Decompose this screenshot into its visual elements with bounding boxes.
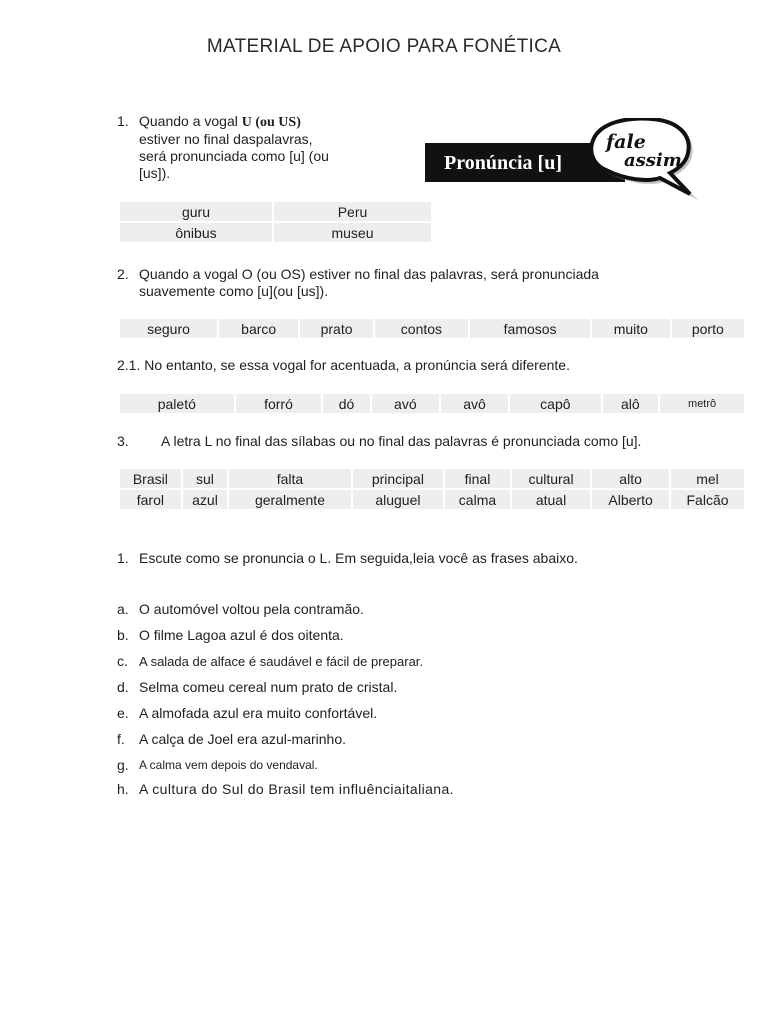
table-cell: seguro (120, 319, 217, 338)
table-cell: contos (375, 319, 468, 338)
list-item (117, 679, 717, 697)
list-item-letter: c. (117, 653, 128, 669)
list-item-letter: e. (117, 705, 129, 721)
table-cell: dó (323, 394, 369, 413)
table-row (120, 202, 431, 221)
rule-1-line4: [us]). (139, 165, 171, 181)
word-table-l (118, 467, 746, 511)
rule-1-line1: Quando a vogal (139, 113, 242, 129)
list-item-text: A salada de alface é saudável e fácil de preparar. (139, 654, 424, 669)
rule-2-line2: suavemente como [u](ou [us]). (139, 283, 329, 299)
rule-1 (117, 113, 417, 183)
table-cell: alto (592, 469, 669, 488)
table-cell: alô (603, 394, 659, 413)
table-cell: azul (183, 490, 228, 509)
list-item-letter: d. (117, 679, 129, 695)
rule-2-1: 2.1. No entanto, se essa vogal for acentuada, a pronúncia será diferente. (117, 357, 570, 373)
list-item-text: O filme Lagoa azul é dos oitenta. (139, 627, 344, 643)
table-cell: famosos (470, 319, 590, 338)
table-cell: Brasil (120, 469, 181, 488)
list-item (117, 731, 717, 749)
table-cell: geralmente (229, 490, 350, 509)
table-cell: avó (372, 394, 439, 413)
banner-text: Pronúncia [u] (444, 152, 562, 174)
table-cell: mel (671, 469, 744, 488)
list-item-letter: a. (117, 601, 129, 617)
table-cell: metrô (660, 394, 744, 413)
list-item-letter: b. (117, 627, 129, 643)
table-cell: Alberto (592, 490, 669, 509)
list-item (117, 757, 717, 775)
list-item-letter: h. (117, 781, 129, 797)
list-item-letter: f. (117, 731, 125, 747)
list-item-letter: g. (117, 757, 129, 773)
rule-2 (117, 266, 677, 302)
list-item-text: A cultura do Sul do Brasil tem influênciaitaliana. (139, 781, 454, 797)
list-item (117, 653, 717, 671)
exercise-number: 1. (117, 550, 129, 566)
list-item (117, 601, 717, 619)
rule-2-number: 2. (117, 266, 129, 282)
table-cell: museu (274, 223, 431, 242)
list-item-text: Selma comeu cereal num prato de cristal. (139, 679, 398, 695)
rule-1-vowel: U (ou US) (241, 115, 301, 130)
table-row (120, 490, 744, 509)
table-cell: aluguel (353, 490, 443, 509)
exercise-text: Escute como se pronuncia o L. Em seguida,leia você as frases abaixo. (139, 550, 578, 566)
table-row (120, 223, 431, 242)
table-cell: muito (592, 319, 670, 338)
list-item-text: A calma vem depois do vendaval. (139, 758, 318, 772)
table-cell: porto (672, 319, 744, 338)
page-title: MATERIAL DE APOIO PARA FONÉTICA (206, 36, 562, 57)
rule-3-number: 3. (117, 433, 129, 449)
table-cell: atual (512, 490, 590, 509)
word-table-o (118, 317, 746, 340)
table-cell: paletó (120, 394, 234, 413)
table-row (120, 319, 744, 338)
table-cell: ônibus (120, 223, 272, 242)
table-cell: calma (445, 490, 510, 509)
table-row (120, 394, 744, 413)
rule-1-text (139, 113, 329, 182)
list-item (117, 705, 717, 723)
rule-1-line3: será pronunciada como [u] (ou (139, 148, 329, 164)
table-cell: prato (300, 319, 372, 338)
table-cell: cultural (512, 469, 590, 488)
list-item-text: A almofada azul era muito confortável. (139, 705, 378, 721)
rule-2-line1: Quando a vogal O (ou OS) estiver no final das palavras, será pronunciada (139, 266, 599, 282)
table-row (120, 469, 744, 488)
rule-3-text: A letra L no final das sílabas ou no final das palavras é pronunciada como [u]. (161, 433, 642, 449)
table-cell: principal (353, 469, 443, 488)
table-cell: avô (441, 394, 508, 413)
fale-assim-logo (586, 118, 700, 204)
list-item (117, 781, 717, 799)
list-item-text: A calça de Joel era azul-marinho. (139, 731, 346, 747)
list-item (117, 627, 717, 645)
table-cell: barco (219, 319, 298, 338)
table-cell: farol (120, 490, 181, 509)
list-item-text: O automóvel voltou pela contramão. (139, 601, 364, 617)
word-table-u (118, 200, 433, 244)
rule-1-line2: estiver no final daspalavras, (139, 131, 313, 147)
table-cell: guru (120, 202, 272, 221)
word-table-accented (118, 392, 746, 415)
rule-2-text (139, 266, 599, 300)
logo-word-assim: assim (624, 150, 682, 171)
table-cell: forró (236, 394, 322, 413)
table-cell: falta (229, 469, 350, 488)
logo-word-fale: fale (606, 131, 646, 153)
table-cell: final (445, 469, 510, 488)
rule-3 (117, 433, 737, 451)
table-cell: Peru (274, 202, 431, 221)
table-cell: Falcão (671, 490, 744, 509)
table-cell: capô (510, 394, 600, 413)
rule-1-number: 1. (117, 113, 129, 129)
exercise-instruction (117, 550, 737, 568)
table-cell: sul (183, 469, 228, 488)
